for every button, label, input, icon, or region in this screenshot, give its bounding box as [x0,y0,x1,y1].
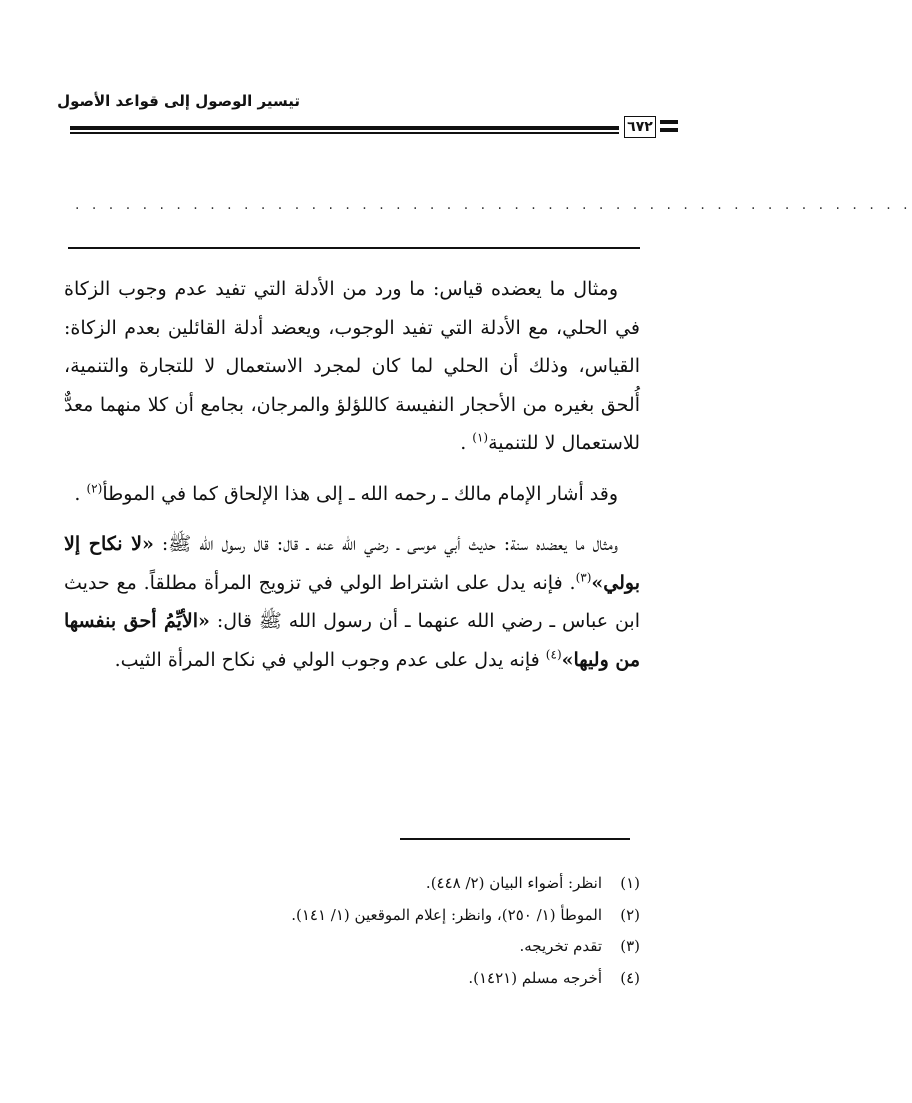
page-number: ٦٧٢ [624,116,656,138]
running-head-title: تيسير الوصول إلى قواعد الأصول [57,92,300,110]
omission-dots: . . . . . . . . . . . . . . . . . . . . . . . . . . . . . . . . . . . . . . . . . . . . . . . . . . [75,197,912,213]
paragraph-text: ومثال ما يعضده سنة: حديث أبي موسى ـ رضي الله عنه ـ قال: قال رسول الله ﷺ: [153,533,618,555]
footnote-text: أخرجه مسلم (١٤٢١). [468,968,602,987]
header-rule-thick [70,126,619,130]
footnote-number: (٣) [620,937,640,955]
header-rule-stub [660,128,678,132]
footnote-divider [400,838,630,840]
paragraph-text: وقد أشار الإمام مالك ـ رحمه الله ـ إلى هذا الإلحاق كما في الموطأ [102,482,618,505]
paragraph-text: . فإنه يدل على اشتراط الولي في تزويج المرأة مطلقاً. مع حديث ابن عباس ـ رضي الله عنهما ـ أن رسول الله ﷺ قال: [64,571,640,632]
main-text [64,270,640,691]
footnote-text: تقدم تخريجه. [519,937,602,955]
footnote-item [100,900,640,932]
paragraph-sunnah [64,525,640,679]
paragraph-qiyas [64,270,640,463]
paragraph-text: ومثال ما يعضده قياس: ما ورد من الأدلة التي تفيد عدم وجوب الزكاة في الحلي، مع الأدلة التي تفيد الوجوب، ويعضد أدلة القائلين بعدم الزكاة: القياس، وذلك أن الحلي لما كان لمجرد الاستعمال لا للتجارة والتنمية، أُلحق بغيره من الأحجار النفيسة كاللؤلؤ والمرجان، بجامع أن كلا منهما معدٌّ للاستعمال لا للتنمية [64,278,640,454]
footnote-ref: (٤) [545,647,562,662]
footnote-number: (٤) [620,968,640,987]
footnote-text: انظر: أضواء البيان (٢/ ٤٤٨). [425,874,602,892]
section-divider [68,247,640,249]
paragraph-end: . [460,432,473,454]
header-rule-stub [660,120,678,124]
footnote-ref: (٣) [575,570,592,585]
footnote-text: الموطأ (١/ ٢٥٠)، وانظر: إعلام الموقعين (١/ ١٤١). [291,905,602,924]
hadith-quote: «الأيِّمُ أحق بنفسها من وليها» [64,610,640,671]
footnotes [100,868,640,994]
footnote-ref: (٢) [86,481,103,496]
hadith-quote: «لا نكاح إلا بولي» [64,533,640,594]
paragraph-text: فإنه يدل على عدم وجوب الولي في نكاح المرأة الثيب. [114,648,546,671]
header-rule-thin [70,132,619,134]
paragraph-end: . [74,482,87,505]
footnote-ref: (١) [472,430,489,445]
footnote-number: (٢) [620,905,640,924]
paragraph-malik [64,475,640,514]
footnote-item [100,931,640,963]
footnote-number: (١) [620,874,640,892]
footnote-item [100,963,640,995]
footnote-item [100,868,640,900]
